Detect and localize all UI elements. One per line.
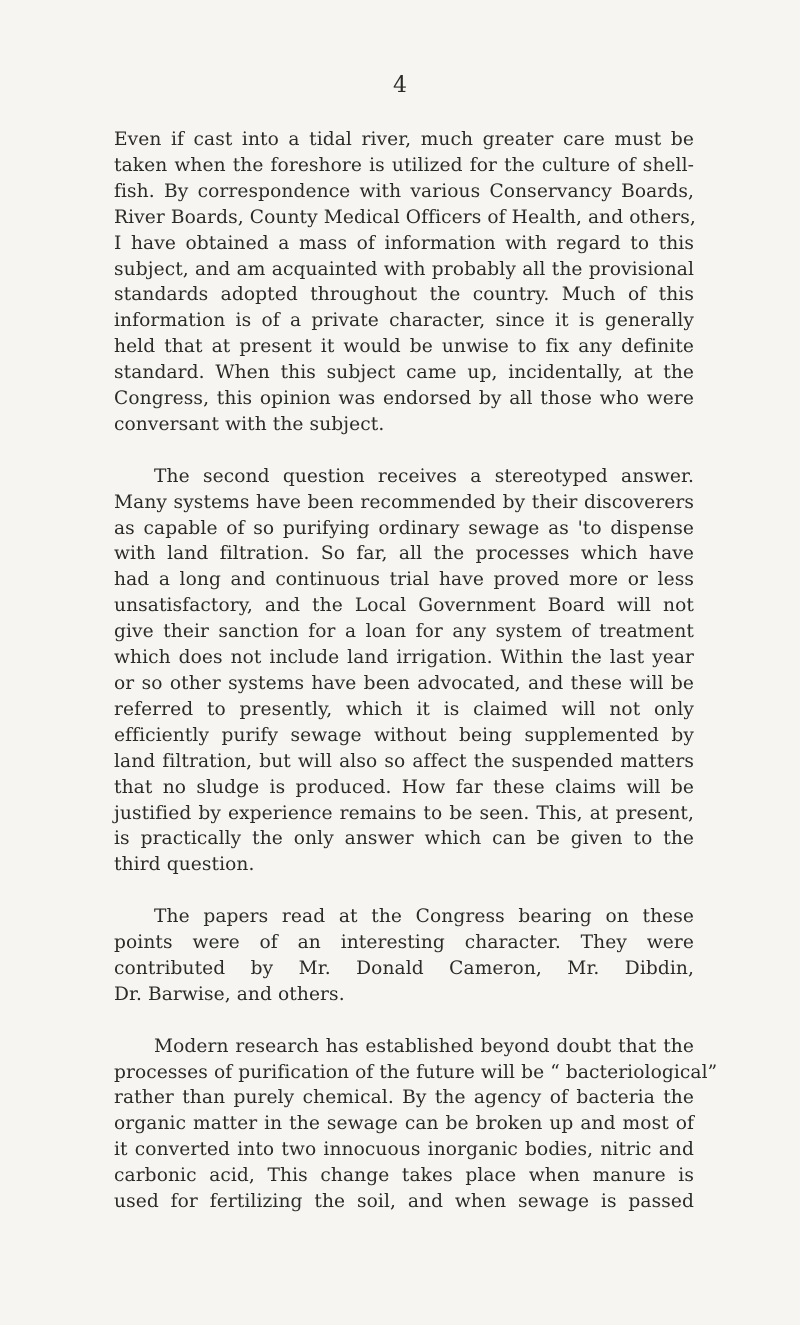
text-line: information is of a private character, since it is generally [114,310,694,332]
text-line: with land filtration. So far, all the processes which have [114,543,694,565]
text-line: fish. By correspondence with various Conservancy Boards, [114,180,694,202]
text-line: Many systems have been recommended by their discoverers [114,491,694,513]
text-line: had a long and continuous trial have proved more or less [114,569,694,591]
paragraph [114,904,694,1008]
text-line: referred to presently, which it is claimed will not only [114,698,694,720]
text-line: carbonic acid, This change takes place when manure is [114,1165,694,1187]
text-line: efficiently purify sewage without being supplemented by [114,724,694,746]
body-text [114,127,718,1215]
paragraph [114,1034,718,1215]
text-line: justified by experience remains to be seen. This, at present, [114,802,694,824]
text-line: standards adopted throughout the country. Much of this [114,284,694,306]
paragraph [114,127,694,438]
text-line: which does not include land irrigation. Within the last year [114,647,694,669]
text-line: conversant with the subject. [114,413,385,435]
text-line: give their sanction for a loan for any system of treatment [114,621,694,643]
text-line: I have obtained a mass of information with regard to this [114,232,694,254]
text-line: River Boards, County Medical Officers of Health, and others, [114,206,696,228]
text-line: Dr. Barwise, and others. [114,983,345,1005]
text-line: contributed by Mr. Donald Cameron, Mr. Dibdin, [114,957,694,979]
text-line: is practically the only answer which can be given to the [114,828,694,850]
text-line: that no sludge is produced. How far these claims will be [114,776,694,798]
text-line: points were of an interesting character. They were [114,932,694,954]
text-line: The second question receives a stereotyped answer. [154,465,694,487]
text-line: Modern research has established beyond doubt that the [154,1035,694,1057]
text-line: taken when the foreshore is utilized for the culture of shell- [114,154,694,176]
text-line: as capable of so purifying ordinary sewage as 'to dispense [114,517,694,539]
text-line: The papers read at the Congress bearing on these [154,906,694,928]
text-line: Congress, this opinion was endorsed by all those who were [114,388,694,410]
text-line: used for fertilizing the soil, and when sewage is passed [114,1191,694,1213]
text-line: Even if cast into a tidal river, much greater care must be [114,129,694,150]
text-line: rather than purely chemical. By the agency of bacteria the [114,1087,694,1109]
text-line: standard. When this subject came up, incidentally, at the [114,362,694,384]
page-number: 4 [393,73,407,98]
text-line: unsatisfactory, and the Local Government Board will not [114,595,694,617]
text-line: held that at present it would be unwise to fix any definite [114,336,694,358]
text-line: it converted into two innocuous inorganic bodies, nitric and [114,1139,694,1161]
paragraph [114,464,694,879]
text-line: or so other systems have been advocated, and these will be [114,673,694,695]
text-line: land filtration, but will also so affect the suspended matters [114,750,694,772]
text-line: processes of purification of the future will be “ bacteriological” [114,1061,718,1083]
text-line: organic matter in the sewage can be broken up and most of [114,1113,694,1135]
text-line: third question. [114,854,255,876]
text-line: subject, and am acquainted with probably all the provisional [114,258,694,280]
